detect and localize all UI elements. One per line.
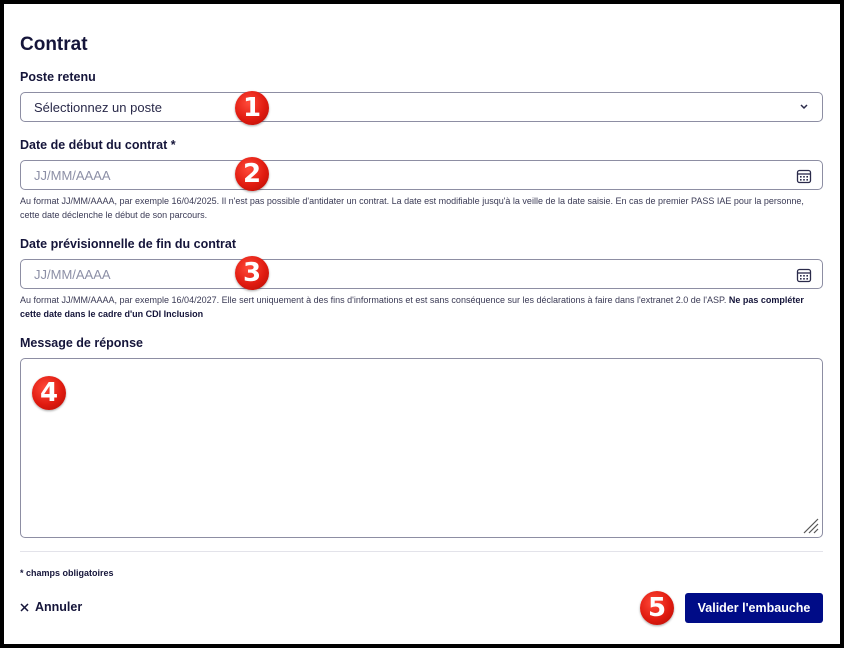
divider bbox=[20, 551, 823, 552]
poste-select[interactable] bbox=[20, 92, 823, 122]
poste-select-value: Sélectionnez un poste bbox=[34, 100, 162, 115]
chevron-down-icon bbox=[798, 99, 810, 113]
calendar-icon[interactable] bbox=[796, 267, 812, 283]
annotation-badge-3: 3 bbox=[235, 256, 269, 290]
date-fin-help-text: Au format JJ/MM/AAAA, par exemple 16/04/2027. Elle sert uniquement à des fins d'informations et est sans conséquence sur les déclarations à faire dans l'extranet 2.0 de l'ASP. bbox=[20, 295, 727, 305]
calendar-icon[interactable] bbox=[796, 168, 812, 184]
resize-handle-icon[interactable] bbox=[799, 514, 819, 534]
cancel-label: Annuler bbox=[35, 600, 83, 614]
page-title: Contrat bbox=[20, 34, 88, 55]
annotation-badge-2: 2 bbox=[235, 157, 269, 191]
poste-label: Poste retenu bbox=[20, 70, 96, 84]
date-fin-input[interactable] bbox=[20, 259, 823, 289]
message-textarea[interactable] bbox=[20, 358, 823, 538]
message-label: Message de réponse bbox=[20, 336, 143, 350]
annotation-badge-4: 4 bbox=[32, 376, 66, 410]
date-debut-label: Date de début du contrat * bbox=[20, 138, 176, 152]
date-fin-help bbox=[20, 293, 820, 321]
date-debut-help: Au format JJ/MM/AAAA, par exemple 16/04/2025. Il n'est pas possible d'antidater un contrat. La date est modifiable jusqu'à la veille de la date saisie. En cas de premier PASS IAE pour la personne, cette date déclenche le début de son parcours. bbox=[20, 196, 804, 220]
date-debut-placeholder: JJ/MM/AAAA bbox=[34, 168, 111, 183]
date-fin-placeholder: JJ/MM/AAAA bbox=[34, 267, 111, 282]
close-icon bbox=[20, 603, 29, 612]
date-debut-input[interactable] bbox=[20, 160, 823, 190]
annotation-badge-5: 5 bbox=[640, 591, 674, 625]
date-fin-label: Date prévisionnelle de fin du contrat bbox=[20, 237, 237, 251]
cancel-button[interactable] bbox=[20, 600, 82, 614]
date-fin-help-bold: Ne pas compléter cette date dans le cadre d'un CDI Inclusion bbox=[20, 295, 804, 319]
validate-hire-button[interactable]: Valider l'embauche bbox=[685, 593, 823, 623]
annotation-badge-1: 1 bbox=[235, 91, 269, 125]
required-note: * champs obligatoires bbox=[20, 568, 114, 578]
